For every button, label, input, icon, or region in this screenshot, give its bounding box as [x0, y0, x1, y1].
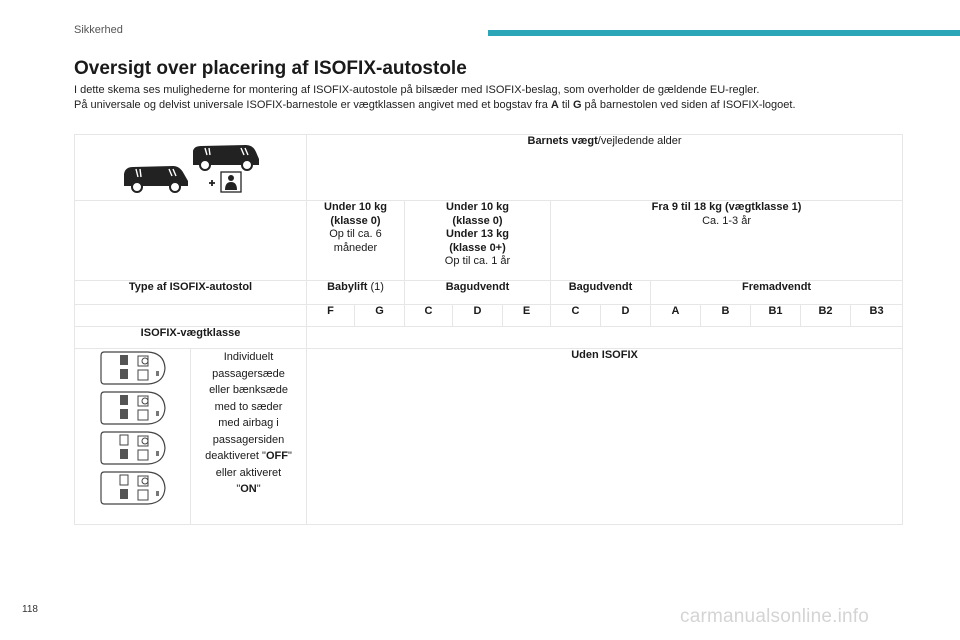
seat-text: passagersiden: [212, 433, 285, 446]
seat-layout-icon: [98, 349, 168, 387]
seat-text: med to sæder: [214, 400, 283, 413]
age-text: Op til ca. 6: [329, 228, 382, 240]
seat-text: med airbag i: [218, 417, 279, 429]
intro-text-part: på barnestolen ved siden af ISOFIX-logoet.: [581, 99, 796, 111]
size-class-cell: F: [307, 305, 355, 327]
seat-layout-icon: [98, 429, 168, 467]
size-class-cell: D: [453, 305, 503, 327]
seat-text: eller aktiveret: [215, 466, 282, 479]
intro-letter-g: G: [572, 99, 582, 111]
size-class-cell: B: [701, 305, 751, 327]
watermark: carmanualsonline.info: [680, 606, 870, 627]
page-number: 118: [22, 604, 38, 615]
size-class-cell: D: [601, 305, 651, 327]
empty-cell: [307, 327, 903, 349]
weight-header-cell: [307, 135, 903, 201]
size-class-cell: A: [651, 305, 701, 327]
seat-text-part: deaktiveret ": [205, 450, 266, 462]
vehicle-icon-cell: [75, 135, 307, 201]
age-text: (klasse 0+): [449, 241, 506, 254]
section-label: Sikkerhed: [74, 24, 123, 36]
intro-text-part: til: [558, 99, 573, 111]
size-class-cell: C: [405, 305, 453, 327]
seat-description-cell: [191, 349, 307, 525]
isofix-table: [74, 134, 903, 525]
weight-header-rest: /vejledende alder: [597, 135, 682, 147]
weight-class-label: ISOFIX-vægtklasse: [75, 327, 307, 349]
section-accent-bar: [488, 30, 960, 36]
age-text: Under 13 kg: [446, 228, 509, 240]
van-long-icon: [191, 143, 261, 171]
age-group-3: [551, 201, 903, 281]
seat-text: eller bænksæde: [209, 384, 288, 396]
intro-text-part: På universale og delvist universale ISOFIX-barnestole er vægtklassen angivet med et bogstav fra: [74, 99, 551, 111]
seat-text: Individuelt: [223, 351, 274, 363]
seat-text: [193, 448, 304, 465]
intro-line-1: I dette skema ses mulighederne for montering af ISOFIX-autostole på bilsæder med ISOFIX-beslag, som overholder de gældende EU-regler.: [74, 84, 760, 96]
size-class-cell: C: [551, 305, 601, 327]
empty-cell: [75, 201, 307, 281]
van-long-wrap: [191, 143, 261, 193]
intro-letter-a: A: [550, 99, 559, 111]
intro-text: [74, 83, 914, 113]
age-text: Under 10 kg: [446, 201, 509, 213]
weight-header-bold: Barnets vægt: [527, 135, 598, 147]
type-babylift: [307, 281, 405, 305]
seat-layout-cell: [75, 349, 191, 525]
airbag-off-label: OFF: [265, 450, 288, 462]
age-text: Ca. 1-3 år: [702, 214, 751, 227]
seat-text: passagersæde: [212, 367, 285, 380]
seat-text-part: ": [236, 483, 241, 495]
age-group-2: [405, 201, 551, 281]
size-class-cell: B1: [751, 305, 801, 327]
age-text: Fra 9 til 18 kg (vægtklasse 1): [651, 201, 802, 213]
van-short-icon: [121, 161, 191, 193]
type-rear-2: Bagudvendt: [551, 281, 651, 305]
child-seat-icon: [208, 171, 244, 193]
size-class-cell: B2: [801, 305, 851, 327]
age-text: (klasse 0): [452, 214, 503, 227]
seat-text-part: ": [256, 483, 261, 495]
airbag-on-label: ON: [240, 483, 257, 495]
empty-cell: [75, 305, 307, 327]
no-isofix-cell: Uden ISOFIX: [307, 349, 903, 525]
type-label: Type af ISOFIX-autostol: [75, 281, 307, 305]
type-note: (1): [367, 281, 384, 293]
age-group-1: [307, 201, 405, 281]
seat-layout-icon: [98, 389, 168, 427]
seat-layout-icon: [98, 469, 168, 507]
size-class-cell: G: [355, 305, 405, 327]
intro-line-2: [74, 98, 914, 113]
age-text: Under 10 kg: [324, 201, 387, 213]
type-front: Fremadvendt: [651, 281, 903, 305]
page-title: Oversigt over placering af ISOFIX-autostole: [74, 58, 467, 79]
size-class-cell: B3: [851, 305, 903, 327]
vehicle-icons: [77, 143, 304, 193]
type-rear-1: Bagudvendt: [405, 281, 551, 305]
age-text: Op til ca. 1 år: [444, 255, 511, 267]
seat-text-part: ": [287, 450, 292, 462]
type-text: Babylift: [327, 281, 368, 293]
seat-layout-icons: [77, 349, 188, 507]
age-text: (klasse 0): [330, 214, 381, 227]
size-class-cell: E: [503, 305, 551, 327]
age-text: måneder: [333, 241, 378, 254]
seat-text: [193, 481, 304, 498]
